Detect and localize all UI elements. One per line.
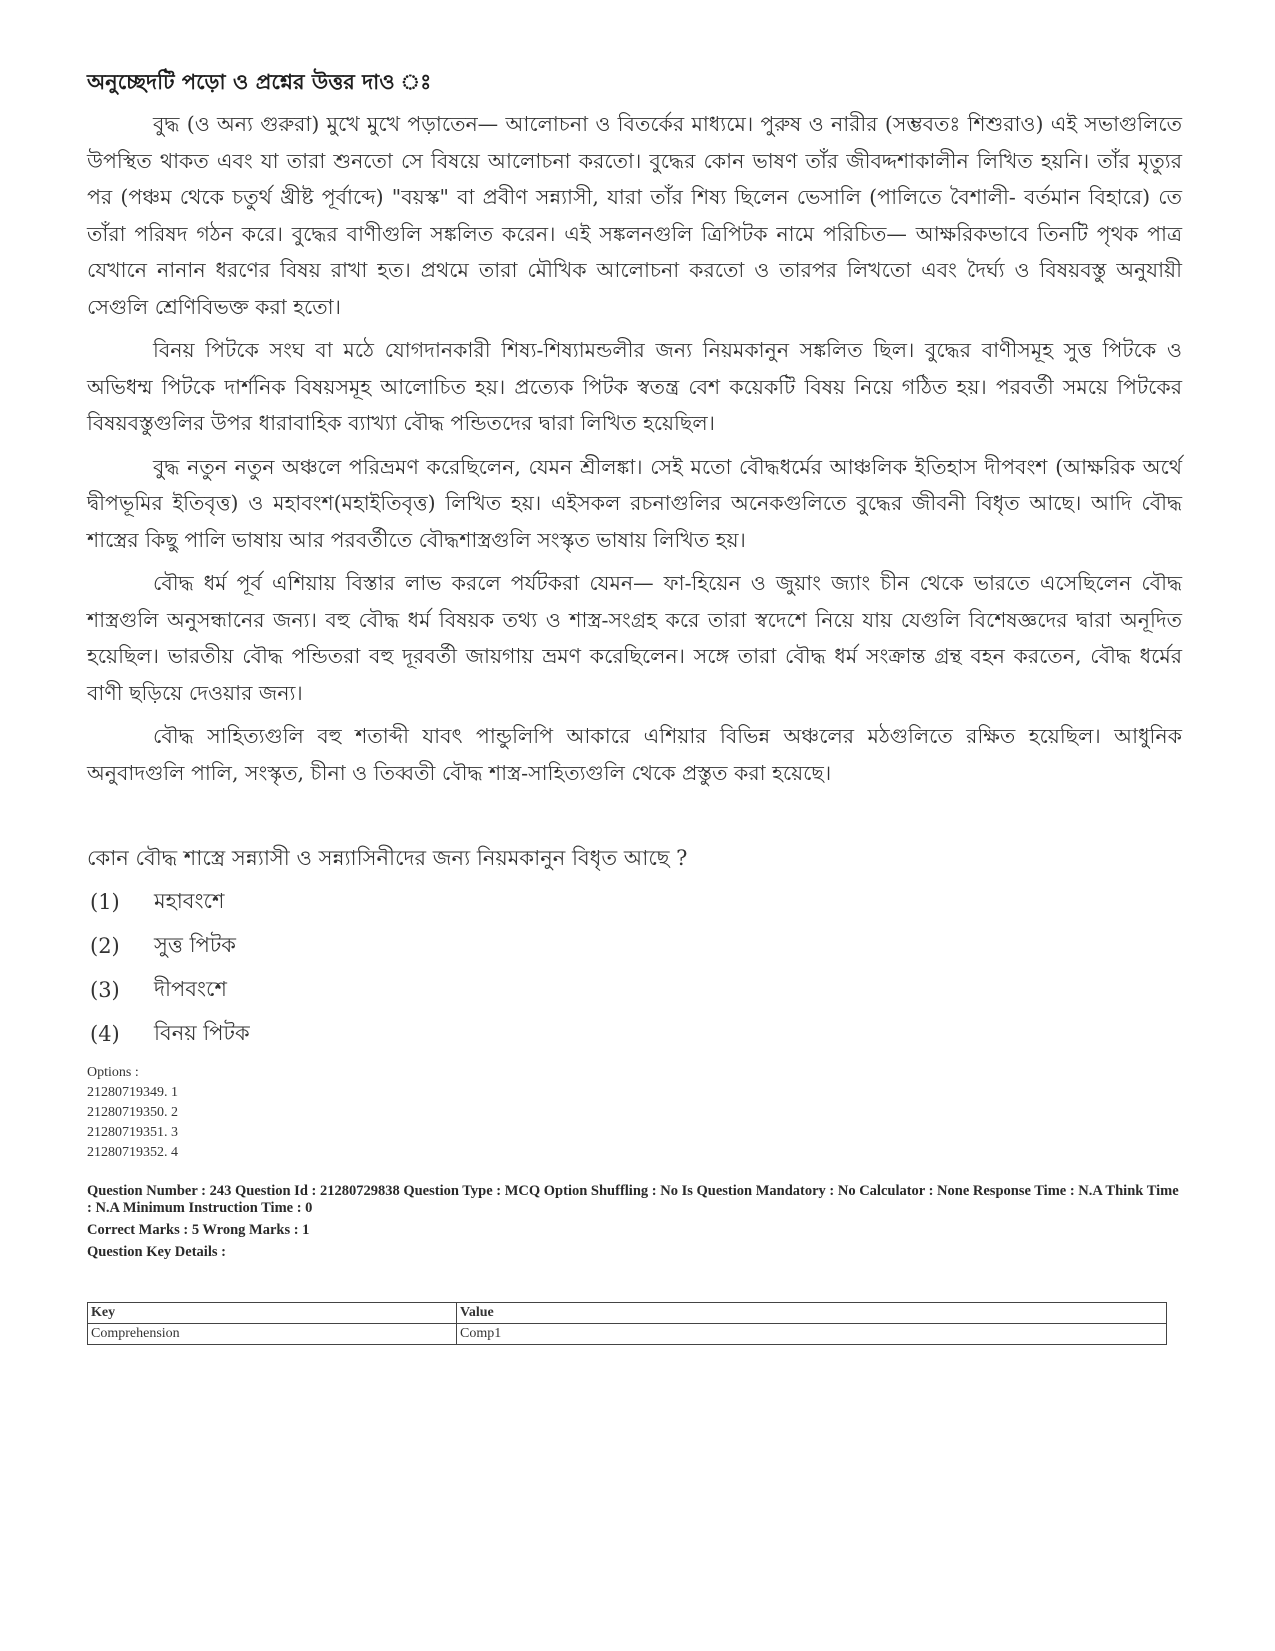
table-header-key: Key bbox=[88, 1303, 457, 1324]
option-id: 21280719350. 2 bbox=[87, 1105, 178, 1120]
choice-text: বিনয় পিটক bbox=[154, 1020, 250, 1045]
passage-paragraph: বৌদ্ধ সাহিত্যগুলি বহু শতাব্দী যাবৎ পান্ডুলিপি আকারে এশিয়ার বিভিন্ন অঞ্চলের মঠগুলিতে রক্ষিত হয়েছিল। আধুনিক অনুবাদগুলি পালি, সংস্কৃত, চীনা ও তিব্বতী বৌদ্ধ শাস্ত্র-সাহিত্যগুলি থেকে প্রস্তুত করা হয়েছে। bbox=[87, 724, 1182, 785]
key-details-table bbox=[87, 1302, 1167, 1345]
instruction-heading: অনুচ্ছেদটি পড়ো ও প্রশ্নের উত্তর দাও ঃ bbox=[87, 69, 432, 94]
table-cell-value: Comp1 bbox=[457, 1324, 1167, 1345]
passage-paragraph: বিনয় পিটকে সংঘ বা মঠে যোগদানকারী শিষ্য-শিষ্যামন্ডলীর জন্য নিয়মকানুন সঙ্কলিত ছিল। বুদ্ধের বাণীসমূহ সুত্ত পিটকে ও অভিধম্ম পিটকে দার্শনিক বিষয়সমূহ আলোচিত হয়। প্রত্যেক পিটক স্বতন্ত্র বেশ কয়েকটি বিষয় নিয়ে গঠিত হয়। পরবর্তী সময়ে পিটকের বিষয়বস্তুগুলির উপর ধারাবাহিক ব্যাখ্যা বৌদ্ধ পন্ডিতদের দ্বারা লিখিত হয়েছিল। bbox=[87, 338, 1182, 435]
marks-info: Correct Marks : 5 Wrong Marks : 1 bbox=[87, 1222, 310, 1238]
table-header-row bbox=[88, 1303, 1167, 1324]
question-text: কোন বৌদ্ধ শাস্ত্রে সন্ন্যাসী ও সন্ন্যাসিনীদের জন্য নিয়মকানুন বিধৃত আছে ? bbox=[87, 846, 688, 870]
choice-item bbox=[90, 1012, 250, 1056]
table-cell-key: Comprehension bbox=[88, 1324, 457, 1345]
choice-text: মহাবংশে bbox=[154, 888, 225, 913]
choice-item bbox=[90, 924, 250, 968]
option-id: 21280719349. 1 bbox=[87, 1085, 178, 1100]
option-id: 21280719352. 4 bbox=[87, 1145, 178, 1160]
passage-paragraph: বুদ্ধ (ও অন্য গুরুরা) মুখে মুখে পড়াতেন— আলোচনা ও বিতর্কের মাধ্যমে। পুরুষ ও নারীর (সম্ভবতঃ শিশুরাও) এই সভাগুলিতে উপস্থিত থাকত এবং যা তারা শুনতো সে বিষয়ে আলোচনা করতো। বুদ্ধের কোন ভাষণ তাঁর জীবদ্দশাকালীন লিখিত হয়নি। তাঁর মৃত্যুর পর (পঞ্চম থেকে চতুর্থ খ্রীষ্ট পূর্বাব্দে) "বয়স্ক" বা প্রবীণ সন্ন্যাসী, যারা তাঁর শিষ্য ছিলেন ভেসালি (পালিতে বৈশালী- বর্তমান বিহারে) তে তাঁরা পরিষদ গঠন করে। বুদ্ধের বাণীগুলি সঙ্কলিত করেন। এই সঙ্কলনগুলি ত্রিপিটক নামে পরিচিত— আক্ষরিকভাবে তিনটি পৃথক পাত্র যেখানে নানান ধরণের বিষয় রাখা হত। প্রথমে তারা মৌখিক আলোচনা করতো ও তারপর লিখতো এবং দৈর্ঘ্য ও বিষয়বস্তু অনুযায়ী সেগুলি শ্রেণিবিভক্ত করা হতো। bbox=[87, 112, 1182, 319]
choice-text: দীপবংশে bbox=[154, 976, 227, 1001]
options-label: Options : bbox=[87, 1065, 139, 1080]
choice-number: (1) bbox=[90, 890, 120, 914]
choice-number: (3) bbox=[90, 978, 120, 1002]
choice-number: (2) bbox=[90, 934, 120, 958]
choice-item bbox=[90, 880, 250, 924]
passage-paragraph: বুদ্ধ নতুন নতুন অঞ্চলে পরিভ্রমণ করেছিলেন, যেমন শ্রীলঙ্কা। সেই মতো বৌদ্ধধর্মের আঞ্চলিক ইতিহাস দীপবংশ (আক্ষরিক অর্থে দ্বীপভূমির ইতিবৃত্ত) ও মহাবংশ(মহাইতিবৃত্ত) লিখিত হয়। এইসকল রচনাগুলির অনেকগুলিতে বুদ্ধের জীবনী বিধৃত আছে। আদি বৌদ্ধ শাস্ত্রের কিছু পালি ভাষায় আর পরবর্তীতে বৌদ্ধশাস্ত্রগুলি সংস্কৃত ভাষায় লিখিত হয়। bbox=[87, 454, 1182, 552]
table-header-value: Value bbox=[457, 1303, 1167, 1324]
answer-choices bbox=[90, 880, 250, 1056]
option-id: 21280719351. 3 bbox=[87, 1125, 178, 1140]
question-metadata bbox=[87, 1183, 1187, 1266]
choice-item bbox=[90, 968, 250, 1012]
options-list bbox=[87, 1063, 178, 1163]
choice-number: (4) bbox=[90, 1022, 120, 1046]
table-row bbox=[88, 1324, 1167, 1345]
question-info: Question Number : 243 Question Id : 21280729838 Question Type : MCQ Option Shuffling : No Is Question Mandatory : No Calculator : None Response Time : N.A Think Time : N.A Minimum Instruction Time : 0 bbox=[87, 1183, 1179, 1216]
key-details-label: Question Key Details : bbox=[87, 1244, 226, 1260]
choice-text: সুত্ত পিটক bbox=[154, 932, 236, 957]
passage bbox=[87, 106, 1182, 798]
passage-paragraph: বৌদ্ধ ধর্ম পূর্ব এশিয়ায় বিস্তার লাভ করলে পর্যটকরা যেমন— ফা-হিয়েন ও জুয়াং জ্যাং চীন থেকে ভারতে এসেছিলেন বৌদ্ধ শাস্ত্রগুলি অনুসন্ধানের জন্য। বহু বৌদ্ধ ধর্ম বিষয়ক তথ্য ও শাস্ত্র-সংগ্রহ করে তারা স্বদেশে নিয়ে যায় যেগুলি বিশেষজ্ঞদের দ্বারা অনূদিত হয়েছিল। ভারতীয় বৌদ্ধ পন্ডিতরা বহু দূরবর্তী জায়গায় ভ্রমণ করেছিলেন। সঙ্গে তারা বৌদ্ধ ধর্ম সংক্রান্ত গ্রন্থ বহন করতেন, বৌদ্ধ ধর্মের বাণী ছড়িয়ে দেওয়ার জন্য। bbox=[87, 571, 1182, 705]
